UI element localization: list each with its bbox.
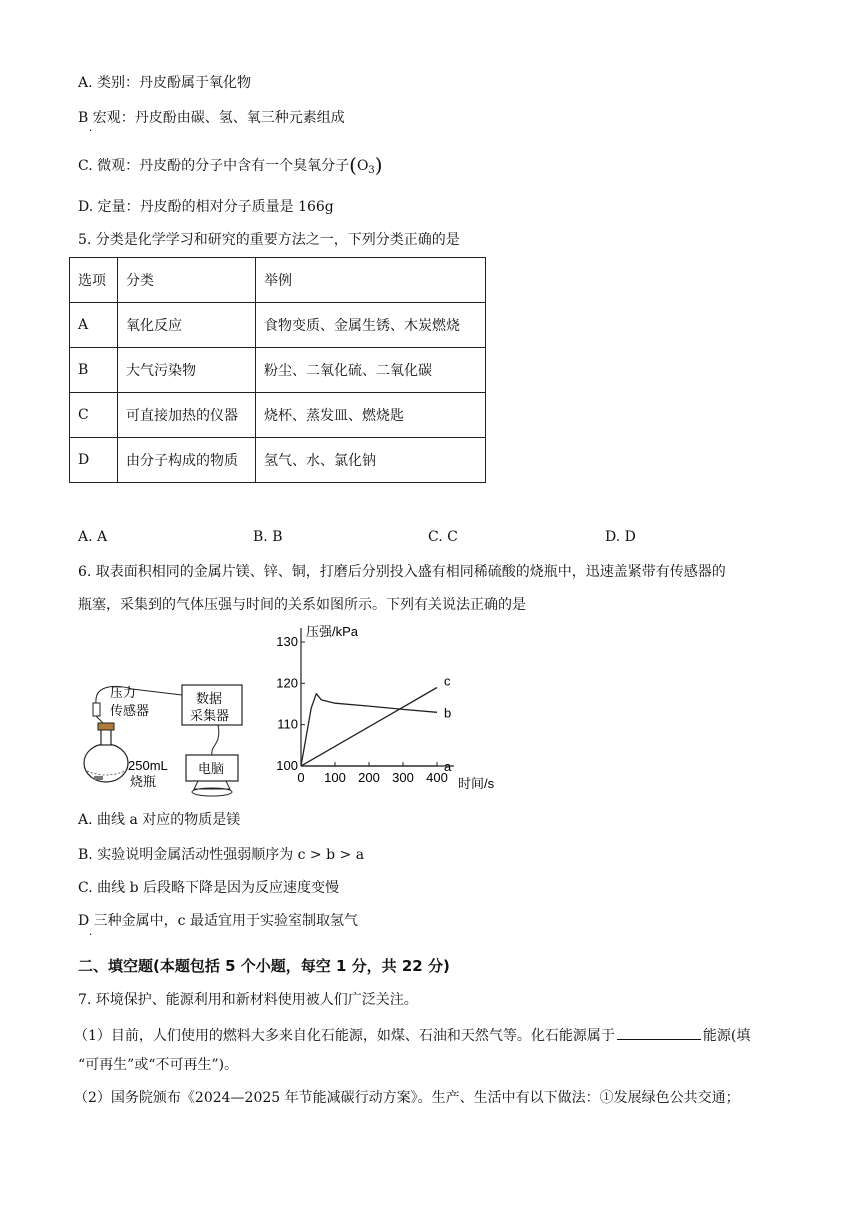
q4-option-d: D. 定量：丹皮酚的相对分子质量是 166g bbox=[78, 199, 334, 215]
table-row bbox=[70, 393, 486, 438]
flask-label-1: 250mL bbox=[128, 758, 168, 773]
pressure-time-chart bbox=[272, 620, 502, 800]
q5-choice-d: D. D bbox=[605, 529, 636, 545]
chart-xlabel: 时间/s bbox=[458, 776, 495, 791]
apparatus-diagram bbox=[70, 675, 270, 810]
chart-x-tick-label: 0 bbox=[297, 770, 305, 785]
table-header-row bbox=[70, 258, 486, 303]
table-cell: 氢气、水、氯化钠 bbox=[256, 438, 486, 483]
q5-choice-b: B. B bbox=[253, 529, 283, 545]
q5-stem: 5. 分类是化学学习和研究的重要方法之一，下列分类正确的是 bbox=[78, 232, 460, 248]
q6-option-b: B. 实验说明金属活动性强弱顺序为 c > b > a bbox=[78, 847, 365, 863]
q4-option-c-formula: O bbox=[356, 158, 369, 174]
chart-y-tick-label: 100 bbox=[276, 758, 298, 773]
q4-option-c-text: C. 微观：丹皮酚的分子中含有一个臭氧分子 bbox=[78, 158, 350, 174]
flask-label-2: 烧瓶 bbox=[130, 774, 157, 789]
answer-blank[interactable] bbox=[617, 1024, 701, 1040]
chart-x-tick-label: 400 bbox=[426, 770, 448, 785]
q7-part1-post: 能源(填 bbox=[702, 1028, 751, 1044]
collector-label-2: 采集器 bbox=[190, 708, 230, 723]
chart-y-tick-label: 130 bbox=[276, 634, 298, 649]
q4-option-a: A. 类别：丹皮酚属于氧化物 bbox=[78, 75, 252, 91]
table-row bbox=[70, 438, 486, 483]
chart-y-tick-label: 110 bbox=[277, 716, 298, 732]
q4-option-c: C. 微观：丹皮酚的分子中含有一个臭氧分子$(O_3)$ bbox=[78, 153, 383, 177]
table-header-cell: 举例 bbox=[256, 258, 486, 303]
pressure-sensor bbox=[93, 703, 100, 716]
q7-part2: （2）国务院颁布《2024—2025 年节能减碳行动方案》。生产、生活中有以下做法：①发展绿色公共交通； bbox=[74, 1090, 740, 1106]
chart-series-label-a: a bbox=[444, 759, 452, 774]
sensor-label-1: 压力 bbox=[110, 685, 137, 700]
q7-part1-text: （1）目前，人们使用的燃料大多来自化石能源，如煤、石油和天然气等。化石能源属于 bbox=[74, 1028, 615, 1044]
q6-option-d: D 三种金属中，c 最适宜用于实验室制取氢气 bbox=[78, 913, 358, 929]
table-cell: 食物变质、金属生锈、木炭燃烧 bbox=[256, 303, 486, 348]
punct-dot: · bbox=[89, 126, 93, 137]
chart-series-line-b bbox=[301, 694, 437, 766]
table-header-cell: 选项 bbox=[70, 258, 118, 303]
sensor-label-2: 传感器 bbox=[110, 703, 150, 718]
q6-option-c: C. 曲线 b 后段略下降是因为反应速度变慢 bbox=[78, 880, 339, 896]
flask-body bbox=[84, 744, 128, 782]
chart-series-label-c: c bbox=[444, 673, 451, 689]
flask-stopper bbox=[98, 723, 114, 730]
sensor-cable bbox=[96, 686, 182, 703]
metal-piece bbox=[94, 776, 103, 780]
table-cell: 由分子构成的物质 bbox=[118, 438, 256, 483]
chart-y-tick-label: 120 bbox=[276, 675, 298, 691]
table-cell: B bbox=[70, 348, 118, 393]
table-cell: C bbox=[70, 393, 118, 438]
collector-cable bbox=[212, 725, 219, 755]
table-cell: D bbox=[70, 438, 118, 483]
flask-neck bbox=[101, 729, 111, 745]
section2-heading: 二、填空题(本题包括 5 个小题，每空 1 分，共 22 分) bbox=[78, 957, 450, 975]
q5-choice-a: A. A bbox=[78, 529, 108, 545]
table-cell: 可直接加热的仪器 bbox=[118, 393, 256, 438]
table-cell: 大气污染物 bbox=[118, 348, 256, 393]
classification-table bbox=[69, 257, 486, 483]
sensor-tube bbox=[96, 716, 103, 723]
q7-part1-line2: “可再生”或“不可再生”)。 bbox=[78, 1057, 239, 1073]
q4-option-c-subscript: 3 bbox=[368, 165, 375, 176]
q6-option-a: A. 曲线 a 对应的物质是镁 bbox=[78, 812, 241, 828]
q7-part1 bbox=[74, 1024, 750, 1046]
computer-label: 电脑 bbox=[198, 761, 225, 776]
q4-option-b: B 宏观：丹皮酚由碳、氢、氧三种元素组成 bbox=[78, 110, 345, 126]
table-cell: A bbox=[70, 303, 118, 348]
table-header-cell: 分类 bbox=[118, 258, 256, 303]
chart-ylabel: 压强/kPa bbox=[306, 624, 359, 639]
chart-series-label-b: b bbox=[444, 705, 452, 721]
chart-x-tick-label: 300 bbox=[392, 770, 414, 785]
q6-stem-line1: 6. 取表面积相同的金属片镁、锌、铜，打磨后分别投入盛有相同稀硫酸的烧瓶中，迅速盖紧带有传感器的 bbox=[78, 564, 726, 580]
table-row bbox=[70, 303, 486, 348]
collector-label-1: 数据 bbox=[196, 691, 223, 706]
q6-stem-line2: 瓶塞，采集到的气体压强与时间的关系如图所示。下列有关说法正确的是 bbox=[78, 597, 526, 613]
q5-choice-c: C. C bbox=[428, 529, 458, 545]
table-cell: 氧化反应 bbox=[118, 303, 256, 348]
chart-x-tick-label: 200 bbox=[358, 770, 380, 785]
punct-dot: · bbox=[89, 930, 93, 941]
table-cell: 烧杯、蒸发皿、燃烧匙 bbox=[256, 393, 486, 438]
chart-x-tick-label: 100 bbox=[324, 770, 346, 785]
table-cell: 粉尘、二氧化硫、二氧化碳 bbox=[256, 348, 486, 393]
q7-stem: 7. 环境保护、能源利用和新材料使用被人们广泛关注。 bbox=[78, 992, 418, 1008]
flask-liquid bbox=[87, 771, 125, 775]
table-row bbox=[70, 348, 486, 393]
